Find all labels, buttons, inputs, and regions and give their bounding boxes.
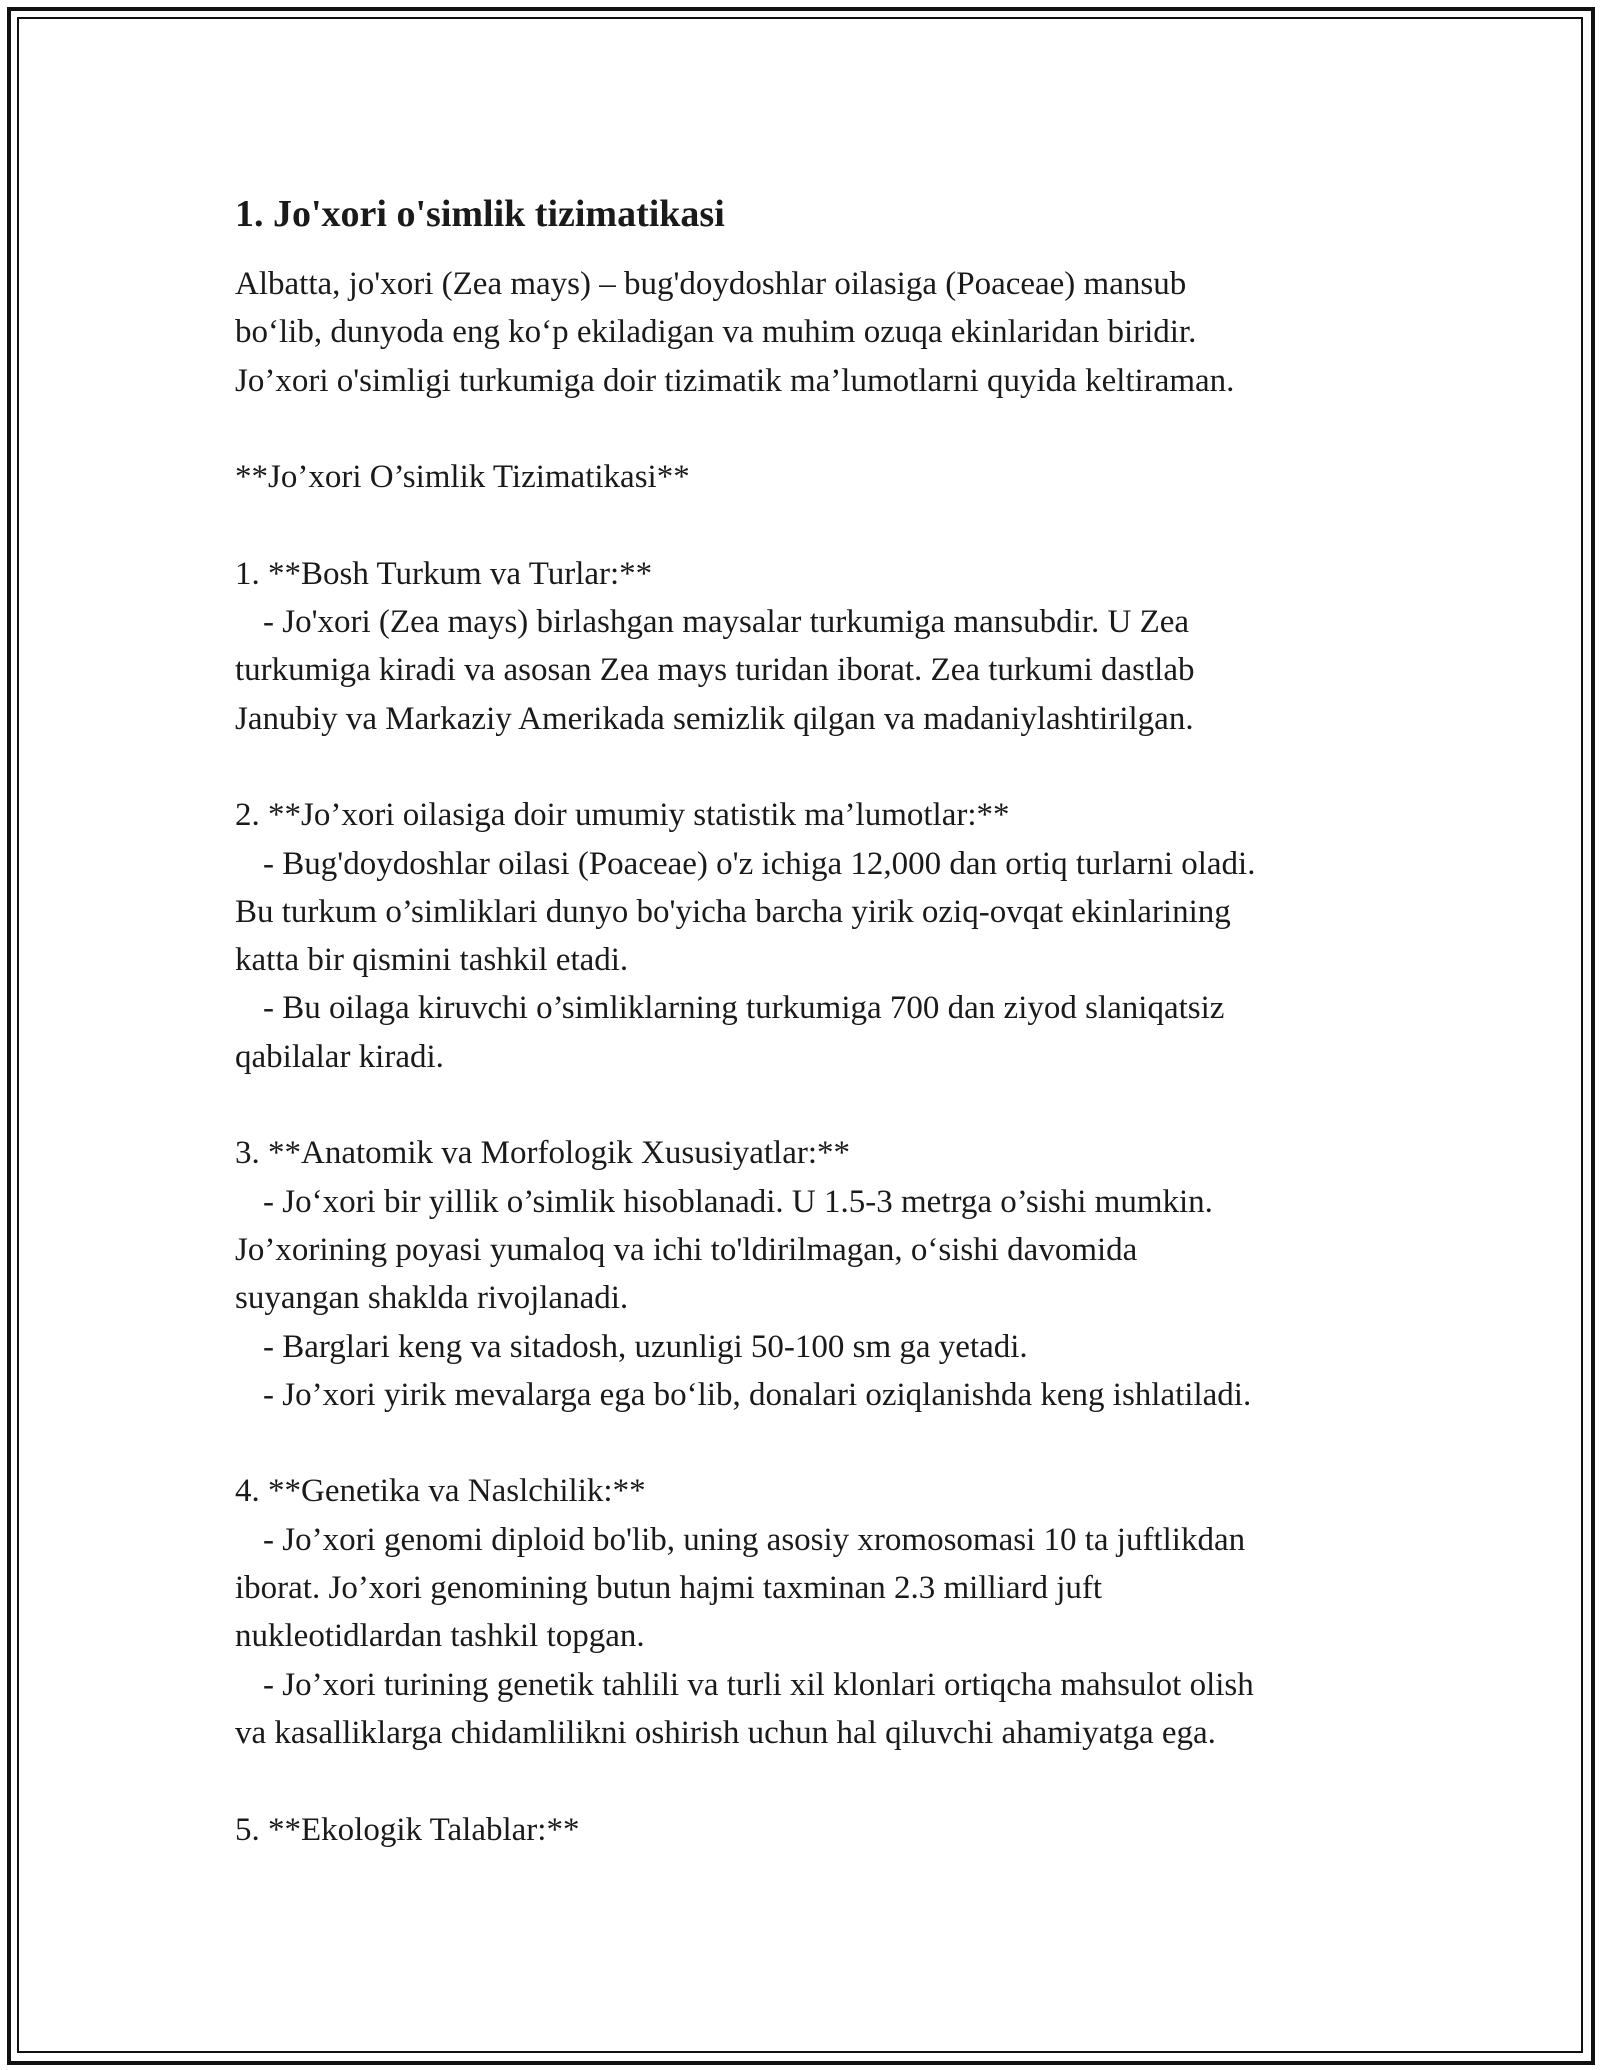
- section-line: - Jo'xori (Zea mays) birlashgan maysalar turkumiga mansubdir. U Zea: [263, 604, 1190, 641]
- document-subtitle: **Jo’xori O’simlik Tizimatikasi**: [235, 459, 690, 496]
- section-title: 5. **Ekologik Talablar:**: [235, 1811, 580, 1848]
- section-line: - Bug'doydoshlar oilasi (Poaceae) o'z ichiga 12,000 dan ortiq turlarni oladi.: [263, 845, 1256, 882]
- section-line: Bu turkum o’simliklari dunyo bo'yicha barcha yirik oziq-ovqat ekinlarining: [235, 893, 1231, 930]
- section-line: turkumiga kiradi va asosan Zea mays turidan iborat. Zea turkumi dastlab: [235, 652, 1195, 689]
- section-line: Janubiy va Markaziy Amerikada semizlik qilgan va madaniylashtirilgan.: [235, 700, 1194, 737]
- document-body: [235, 190, 1395, 1854]
- section-line: Jo’xorining poyasi yumaloq va ichi to'ldirilmagan, o‘sishi davomida: [235, 1231, 1138, 1268]
- section-line: nukleotidlardan tashkil topgan.: [235, 1618, 645, 1655]
- section-line: suyangan shaklda rivojlanadi.: [235, 1280, 629, 1317]
- section-1: [235, 550, 1395, 743]
- section-line: - Bu oilaga kiruvchi o’simliklarning turkumiga 700 dan ziyod slaniqatsiz: [263, 990, 1225, 1027]
- section-title: 4. **Genetika va Naslchilik:**: [235, 1473, 646, 1510]
- section-line: qabilalar kiradi.: [235, 1038, 444, 1075]
- intro-line: Jo’xori o'simligi turkumiga doir tizimatik ma’lumotlarni quyida keltiraman.: [235, 362, 1235, 399]
- section-title: 2. **Jo’xori oilasiga doir umumiy statistik ma’lumotlar:**: [235, 797, 1010, 834]
- section-line: - Jo’xori turining genetik tahlili va turli xil klonlari ortiqcha mahsulot olish: [263, 1666, 1254, 1703]
- section-2: [235, 791, 1395, 1081]
- section-4: [235, 1467, 1395, 1757]
- section-line: va kasalliklarga chidamlilikni oshirish uchun hal qiluvchi ahamiyatga ega.: [235, 1714, 1216, 1751]
- section-title: 3. **Anatomik va Morfologik Xususiyatlar:**: [235, 1135, 851, 1172]
- section-line: - Jo‘xori bir yillik o’simlik hisoblanadi. U 1.5-3 metrga o’sishi mumkin.: [263, 1183, 1213, 1220]
- section-5: [235, 1806, 1395, 1854]
- intro-line: Albatta, jo'xori (Zea mays) – bug'doydoshlar oilasiga (Poaceae) mansub: [235, 266, 1187, 302]
- intro-line: bo‘lib, dunyoda eng ko‘p ekiladigan va muhim ozuqa ekinlaridan biridir.: [235, 314, 1197, 351]
- intro-paragraph: [235, 260, 1395, 405]
- document-heading: 1. Jo'xori o'simlik tizimatikasi: [235, 193, 725, 235]
- section-line: katta bir qismini tashkil etadi.: [235, 942, 629, 979]
- section-3: [235, 1129, 1395, 1419]
- section-line: - Barglari keng va sitadosh, uzunligi 50-100 sm ga yetadi.: [263, 1328, 1028, 1365]
- section-line: iborat. Jo’xori genomining butun hajmi taxminan 2.3 milliard juft: [235, 1570, 1103, 1607]
- section-title: 1. **Bosh Turkum va Turlar:**: [235, 555, 653, 592]
- section-line: - Jo’xori genomi diploid bo'lib, uning asosiy xromosomasi 10 ta juftlikdan: [263, 1521, 1246, 1558]
- section-line: - Jo’xori yirik mevalarga ega bo‘lib, donalari oziqlanishda keng ishlatiladi.: [263, 1376, 1252, 1413]
